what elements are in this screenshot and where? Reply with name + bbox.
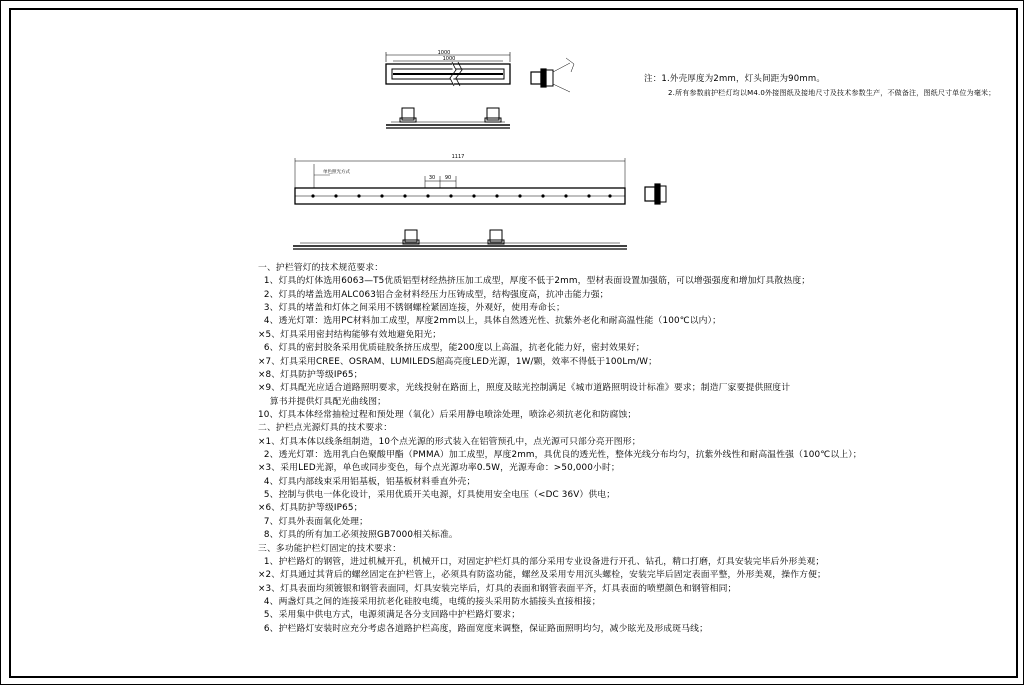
spec-line: 一、护栏管灯的技术规范要求： — [258, 263, 384, 273]
spec-line: 3、灯具的堵盖和灯体之间采用不锈钢螺栓紧固连接，外观好，使用寿命长； — [258, 303, 565, 314]
spec-line: ×9、灯具配光应适合道路照明要求，光线投射在路面上，照度及眩光控制满足《城市道路照明设计标准》要求；制造厂家要提供照度计 — [258, 383, 791, 394]
spec-line: 4、透光灯罩：选用PC材料加工成型，厚度2mm以上，具体自然透光性、抗紫外老化和耐高温性能（100℃以内）； — [258, 316, 722, 327]
spec-line: 10、灯具本体经常抽检过程和预处理（氧化）后采用静电喷涂处理，喷涂必须抗老化和防腐蚀； — [258, 409, 637, 420]
spec-line: 2、灯具的堵盖选用ALC063铝合金材料经压力压铸成型，结构强度高，抗冲击能力强； — [258, 289, 609, 300]
spec-line: ×5、灯具采用密封结构能够有效地避免阳光； — [258, 329, 442, 340]
top-dim-total: 1000 — [437, 50, 451, 56]
spec-line: 二、护栏点光源灯具的技术要求： — [258, 423, 393, 434]
spec-line: 2、透光灯罩：选用乳白色聚酸甲酯（PMMA）加工成型，厚度2mm，具优良的透光性，整体光线分布均匀，抗紫外线性和耐高温性强（100℃以上）； — [258, 450, 862, 461]
spec-line: 5、采用集中供电方式，电源须满足各分支回路中护栏路灯要求； — [258, 610, 521, 621]
note-line-2: 2.所有参数前护栏灯均以M4.0外接图纸及接地尺寸及技术参数生产，不做备注，图纸尺寸单位为毫米； — [668, 89, 996, 97]
spec-line: ×8、灯具防护等级IP65； — [258, 369, 363, 380]
side-label: 单色照光方式 — [323, 170, 350, 175]
spec-line: 6、护栏路灯安装时应充分考虑各道路护栏高度，路面宽度来调整，保证路面照明均匀，减少眩光及形成斑马线； — [258, 623, 709, 634]
spec-line: 6、灯具的密封胶条采用优质硅胶条挤压成型，能200度以上高温，抗老化能力好，密封效果好； — [258, 343, 645, 354]
mid-dim-pitch-b: 90 — [444, 175, 452, 181]
note-line-1: 注：1.外壳厚度为2mm，灯头间距为90mm。 — [644, 74, 826, 84]
mid-dim-total: 1117 — [451, 154, 465, 160]
spec-line: ×1、灯具本体以线条组制造，10个点光源的形式装入在铝管预孔中，点光源可只部分亮开图形； — [258, 436, 641, 447]
top-dim-inner: 1000 — [442, 56, 456, 62]
spec-line: ×6、灯具防护等级IP65； — [258, 503, 363, 514]
top-fixture-drawing — [386, 52, 574, 128]
spec-line: 7、灯具外表面氧化处理； — [258, 516, 369, 527]
mid-dim-pitch-a: 30 — [428, 175, 436, 181]
spec-line: 1、护栏路灯的钢管，进过机械开孔，机械开口，对固定护栏灯具的部分采用专业设备进行开孔、钻孔，精口打磨，灯具安装完毕后外形美观； — [258, 556, 825, 567]
spec-line: ×3、采用LED光源，单色或同步变色，每个点光源功率0.5W，光源寿命：>50,000小时； — [258, 463, 620, 474]
spec-line: ×2、灯具通过其背后的螺丝固定在护栏管上，必须具有防盗功能，螺丝及采用专用沉头螺栓，安装完毕后固定表面平整，外形美观，操作方便； — [258, 570, 826, 581]
spec-line: 8、灯具的所有加工必须按照GB7000相关标准。 — [258, 530, 458, 541]
spec-line: ×3、灯具表面均须镀银和钢管表面同，灯具安装完毕后，灯具的表面和钢管表面平齐，灯具表面的喷塑颜色和钢管相同； — [258, 583, 737, 594]
spec-line: 三、多功能护栏灯固定的技术要求： — [258, 543, 402, 554]
spec-line: 4、灯具内部线束采用铝基板，铝基板材料垂直外壳； — [258, 476, 476, 487]
spec-text-block — [258, 262, 862, 636]
spec-line: 算书并提供灯具配光曲线图； — [258, 396, 387, 407]
spec-line: ×7、灯具采用CREE、OSRAM、LUMILEDS超高亮度LED光源，1W/颗，效率不得低于100Lm/W； — [258, 356, 658, 367]
spec-line: 4、两盏灯具之间的连接采用抗老化硅胶电缆，电缆的接头采用防水插接头直接相接； — [258, 596, 601, 607]
spec-line: 5、控制与供电一体化设计，采用优质开关电源，灯具使用安全电压（<DC 36V）供电； — [258, 490, 616, 501]
spec-line: 1、灯具的灯体选用6063—T5优质铝型材经热挤压加工成型，厚度不低于2mm，型材表面设置加强筋，可以增强强度和增加灯具散热度； — [258, 276, 811, 287]
